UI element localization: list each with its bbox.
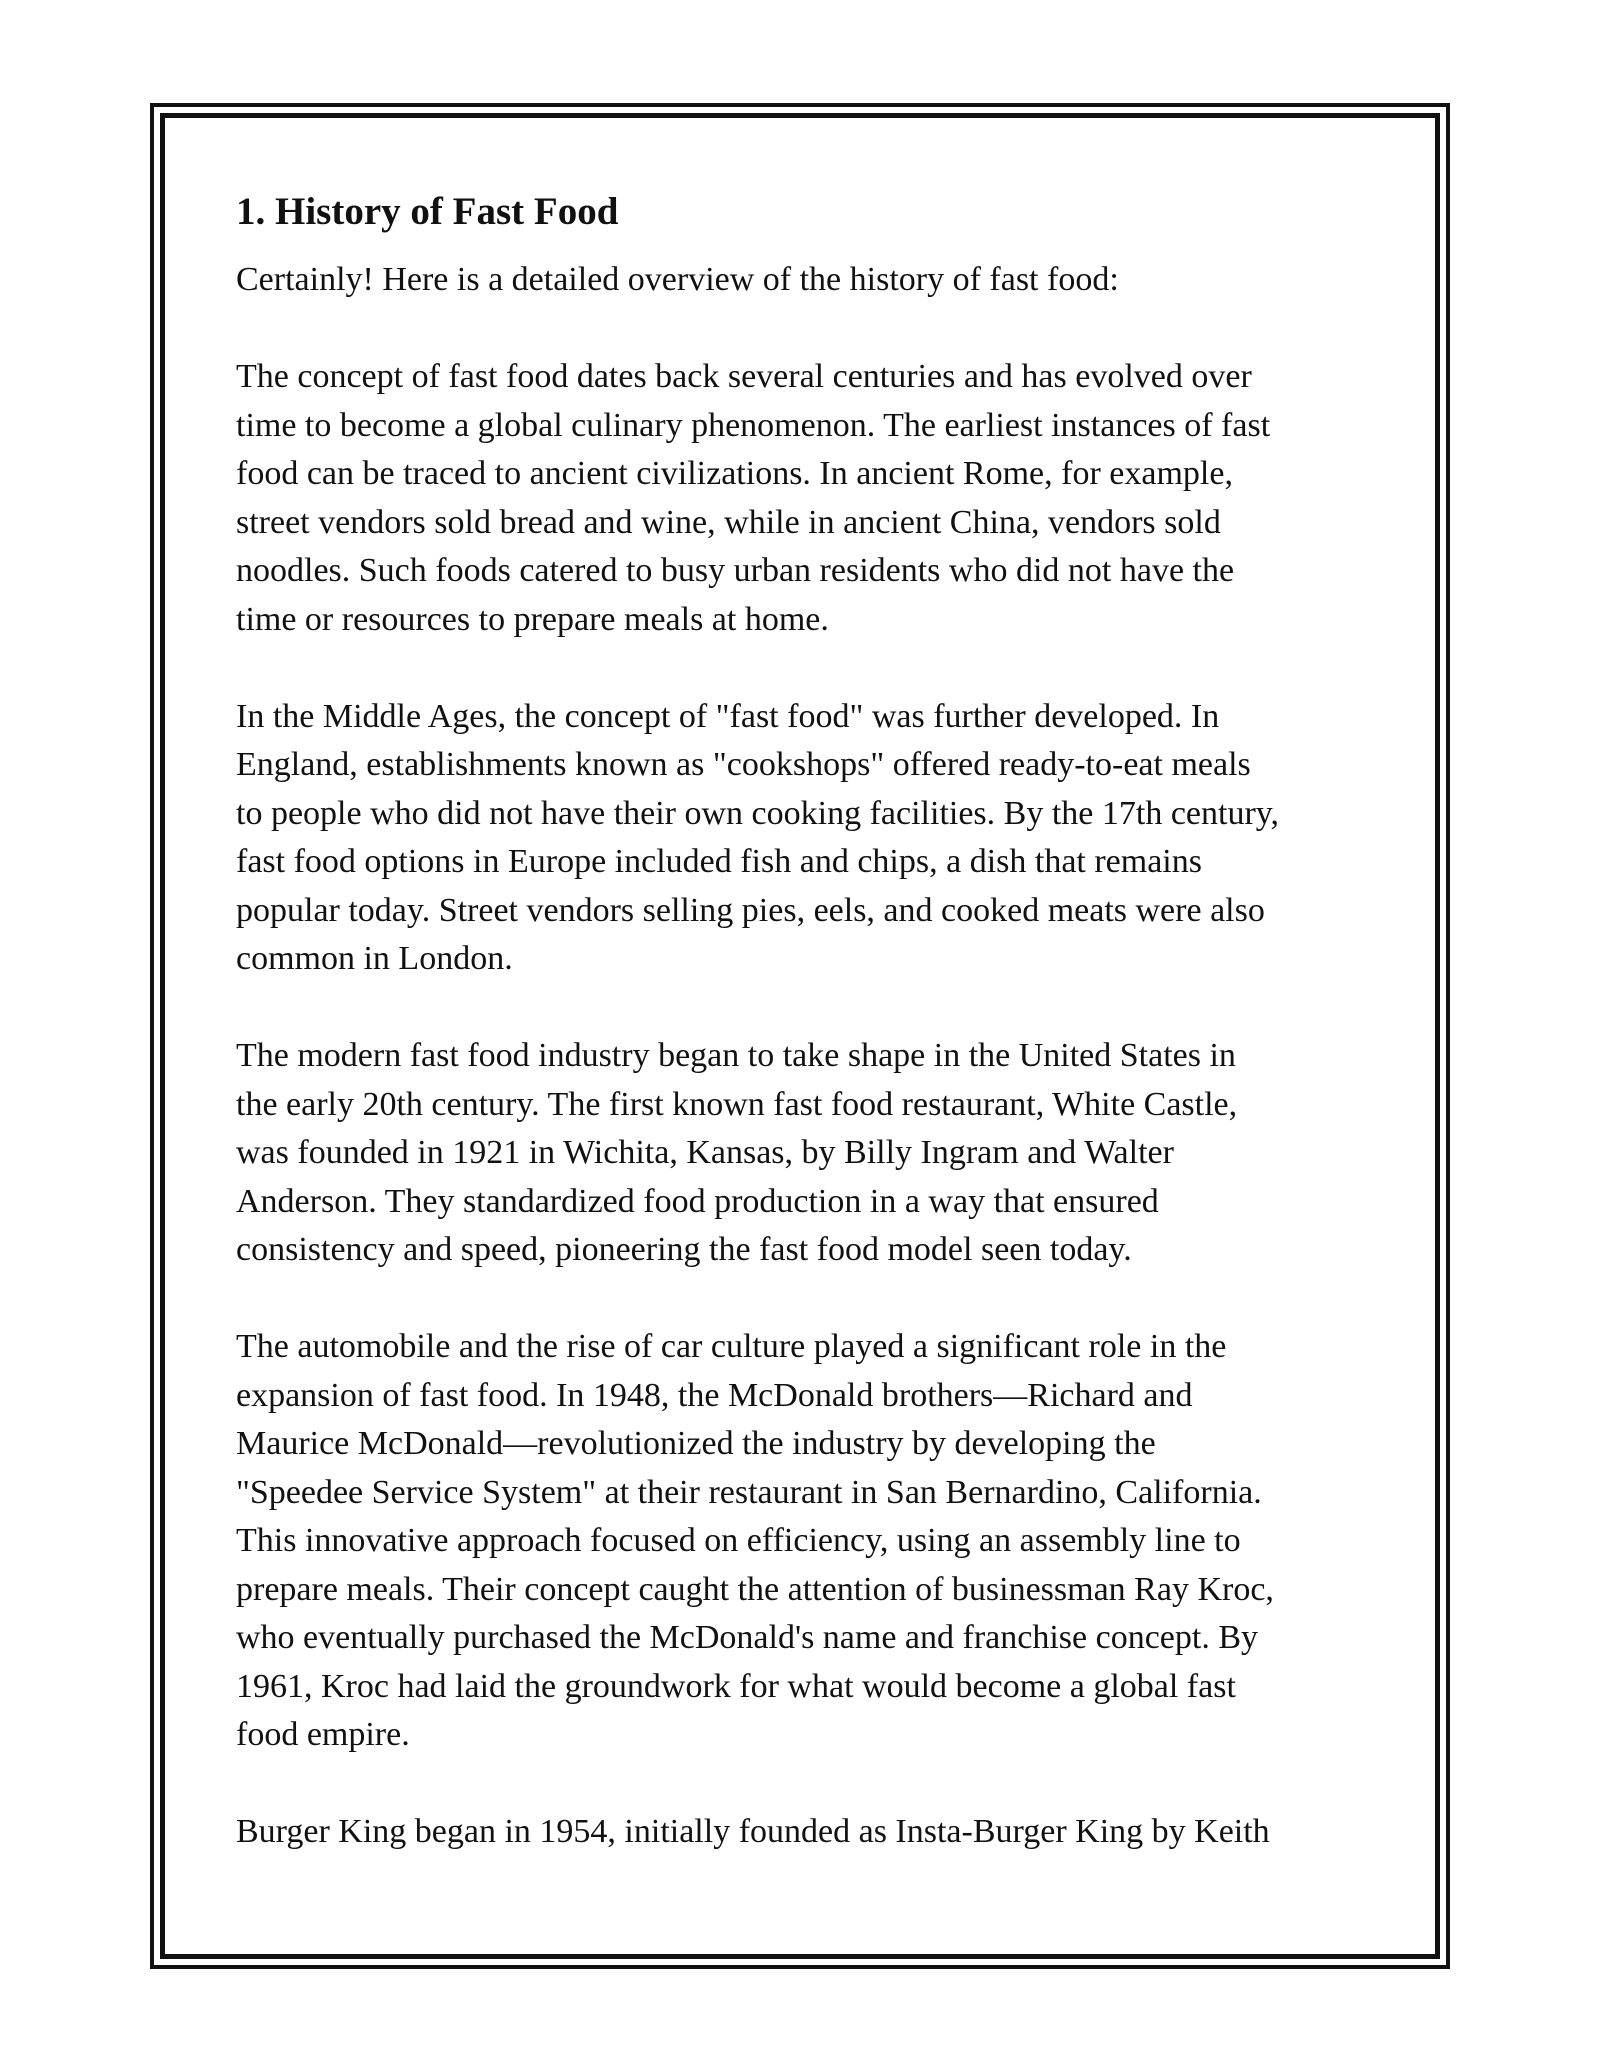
text-line: England, establishments known as "cookshops" offered ready-to-eat meals	[236, 746, 1251, 783]
text-line: prepare meals. Their concept caught the attention of businessman Ray Kroc,	[236, 1570, 1274, 1608]
text-line: who eventually purchased the McDonald's name and franchise concept. By	[236, 1619, 1259, 1656]
paragraph-origins	[236, 353, 1386, 644]
text-line: Burger King began in 1954, initially founded as Insta-Burger King by Keith	[236, 1813, 1270, 1850]
text-line: time to become a global culinary phenomenon. The earliest instances of fast	[236, 406, 1271, 444]
text-line: This innovative approach focused on efficiency, using an assembly line to	[236, 1522, 1241, 1559]
text-line: popular today. Street vendors selling pies, eels, and cooked meats were also	[236, 891, 1265, 929]
text-line: noodles. Such foods catered to busy urban residents who did not have the	[236, 552, 1235, 589]
text-line: expansion of fast food. In 1948, the McDonald brothers—Richard and	[236, 1376, 1193, 1414]
text-line: Maurice McDonald—revolutionized the industry by developing the	[236, 1425, 1156, 1462]
paragraph-middle-ages	[236, 693, 1386, 984]
text-line: food empire.	[236, 1716, 410, 1753]
text-line: the early 20th century. The first known fast food restaurant, White Castle,	[236, 1085, 1238, 1123]
text-line: was founded in 1921 in Wichita, Kansas, by Billy Ingram and Walter	[236, 1134, 1174, 1171]
text-line: food can be traced to ancient civilizations. In ancient Rome, for example,	[236, 455, 1233, 492]
text-line: to people who did not have their own cooking facilities. By the 17th century,	[236, 794, 1280, 832]
text-line: street vendors sold bread and wine, while in ancient China, vendors sold	[236, 503, 1221, 541]
paragraph-burger-king	[236, 1808, 1386, 1857]
text-line: consistency and speed, pioneering the fast food model seen today.	[236, 1231, 1132, 1268]
paragraph-intro	[236, 256, 1386, 305]
text-line: The modern fast food industry began to take shape in the United States in	[236, 1037, 1236, 1074]
text-line: common in London.	[236, 940, 513, 977]
text-line: 1961, Kroc had laid the groundwork for what would become a global fast	[236, 1667, 1236, 1705]
text-line: Certainly! Here is a detailed overview of the history of fast food:	[236, 261, 1119, 298]
document-body	[236, 182, 1386, 1857]
text-line: The automobile and the rise of car culture played a significant role in the	[236, 1328, 1227, 1365]
text-line: In the Middle Ages, the concept of "fast food" was further developed. In	[236, 697, 1220, 735]
paragraph-car-culture	[236, 1323, 1386, 1760]
text-line: "Speedee Service System" at their restaurant in San Bernardino, California.	[236, 1473, 1262, 1511]
text-line: fast food options in Europe included fish and chips, a dish that remains	[236, 843, 1202, 880]
text-line: Anderson. They standardized food production in a way that ensured	[236, 1182, 1159, 1220]
text-line: The concept of fast food dates back several centuries and has evolved over	[236, 358, 1252, 395]
section-heading: 1. History of Fast Food	[236, 190, 619, 233]
text-line: time or resources to prepare meals at home.	[236, 600, 829, 638]
paragraph-modern-industry	[236, 1032, 1386, 1275]
